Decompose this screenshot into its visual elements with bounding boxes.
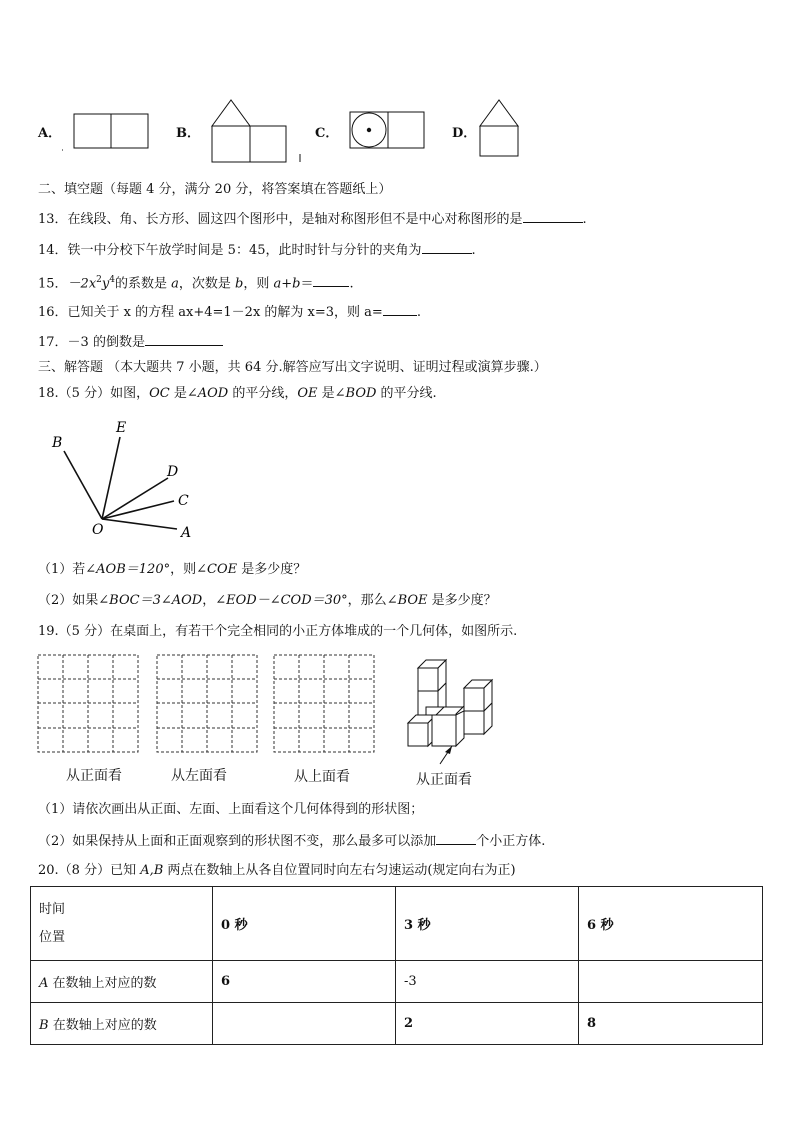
- q18-bod: ∠BOD: [334, 386, 377, 401]
- option-c-figure: [345, 108, 430, 154]
- q15-mid3: ，则: [243, 276, 274, 292]
- header-time-position: [31, 887, 213, 961]
- q18-p1-expr: ∠AOB＝120°: [85, 562, 171, 577]
- table-row: [31, 1003, 763, 1045]
- q16-blank[interactable]: [383, 302, 417, 316]
- question-19: 19.（5 分）在桌面上，有若干个完全相同的小正方体堆成的一个几何体，如图所示.: [38, 624, 518, 639]
- q17-blank[interactable]: [145, 332, 223, 346]
- q18-p1-a: （1）若: [38, 562, 86, 577]
- q19-p2-b: 个小正方体.: [476, 834, 546, 849]
- row-b-label: [31, 1003, 213, 1045]
- question-16: [38, 302, 421, 322]
- q15-end: .: [349, 276, 354, 292]
- grid-label-front: 从正面看: [66, 768, 122, 784]
- q15-expr-a: －2x: [67, 276, 97, 292]
- q15-sup1: 2: [96, 275, 102, 285]
- question-15: [38, 271, 354, 293]
- q19-grid-left[interactable]: [156, 654, 260, 754]
- q20-text-a: 20.（8 分）已知: [38, 863, 141, 878]
- q18-p2-boe: ∠BOE: [386, 593, 428, 608]
- q16-text: 16．已知关于 x 的方程 ax+4=1－2x 的解为 x=3，则 a=: [38, 305, 383, 320]
- q19-part-1: （1）请依次画出从正面、左面、上面看这个几何体得到的形状图；: [38, 802, 424, 817]
- q18-p2-b: ，: [202, 593, 216, 608]
- q20-text-b: 两点在数轴上从各自位置同时向左右匀速运动(规定向右为正): [163, 863, 516, 878]
- q19-part-2: [38, 831, 545, 851]
- option-b-figure: [205, 96, 305, 166]
- section-3-title: 三、解答题 （本大题共 7 小题，共 64 分.解答应写出文字说明、证明过程或演算步骤.）: [38, 360, 547, 375]
- q15-b: b: [235, 276, 244, 292]
- q18-is1: 是: [169, 386, 187, 401]
- q15-num: 15．: [38, 276, 68, 292]
- q15-expr-b: y: [101, 276, 110, 292]
- q18-p1-coe: ∠COE: [196, 562, 238, 577]
- q19-grid-top[interactable]: [273, 654, 377, 754]
- question-20: [38, 862, 516, 880]
- question-18: [38, 385, 437, 403]
- header-time: 时间: [39, 901, 66, 917]
- q15-mid2: ，次数是: [178, 276, 236, 292]
- row-a-cell-0[interactable]: 6: [213, 961, 396, 1003]
- q18-p2-expr1: ∠BOC＝3∠AOD: [98, 593, 203, 608]
- q18-mid: 的平分线，: [228, 386, 298, 401]
- option-a-figure: [60, 108, 160, 154]
- grid-label-left: 从左面看: [171, 768, 227, 784]
- label-b: B: [52, 435, 63, 451]
- row-b-cell-1[interactable]: 2: [396, 1003, 579, 1045]
- label-e: E: [116, 420, 127, 436]
- question-14: [38, 240, 476, 260]
- q14-text: 14．铁一中分校下午放学时间是 5：45，此时时针与分针的夹角为: [38, 243, 422, 258]
- header-col-2: 6 秒: [579, 887, 763, 961]
- q15-blank[interactable]: [313, 273, 349, 287]
- question-13: [38, 209, 587, 229]
- q15-mid: 的系数是: [114, 276, 172, 292]
- option-a-label: A．: [38, 126, 62, 141]
- q18-part-1: [38, 561, 306, 579]
- q15-sup2: 4: [109, 275, 115, 285]
- label-o: O: [92, 522, 104, 538]
- option-b-label: B．: [176, 126, 200, 141]
- option-d-figure: [474, 96, 524, 160]
- header-col-0: 0 秒: [213, 887, 396, 961]
- q14-blank[interactable]: [422, 240, 472, 254]
- label-c: C: [178, 493, 189, 509]
- q18-part-2: [38, 592, 497, 610]
- label-d: D: [167, 464, 179, 480]
- label-a: A: [181, 525, 192, 541]
- row-b-cell-0[interactable]: [213, 1003, 396, 1045]
- row-a-text: 在数轴上对应的数: [48, 976, 157, 991]
- q20-table: [30, 886, 763, 1045]
- row-a-cell-2[interactable]: [579, 961, 763, 1003]
- q18-p2-c: ，那么: [347, 593, 387, 608]
- q18-p2-d: 是多少度？: [427, 593, 497, 608]
- q13-text: 13．在线段、角、长方形、圆这四个图形中，是轴对称图形但不是中心对称图形的是: [38, 212, 523, 227]
- row-a-label: [31, 961, 213, 1003]
- q15-a: a: [171, 276, 179, 292]
- row-a-var: A: [39, 976, 49, 991]
- grid-label-top: 从上面看: [294, 769, 350, 785]
- row-a-cell-1[interactable]: -3: [396, 961, 579, 1003]
- q18-num: 18.（5 分）如图，: [38, 386, 150, 401]
- q18-oc: OC: [149, 386, 170, 401]
- q18-is2: 是: [317, 386, 335, 401]
- row-b-cell-2[interactable]: 8: [579, 1003, 763, 1045]
- q19-p2-a: （2）如果保持从上面和正面观察到的形状图不变，那么最多可以添加: [38, 834, 437, 849]
- q18-p2-a: （2）如果: [38, 593, 99, 608]
- q19-cube-solid: [404, 654, 496, 774]
- q19-grid-front[interactable]: [37, 654, 141, 754]
- table-row: [31, 961, 763, 1003]
- table-header-row: [31, 887, 763, 961]
- q18-p1-c: 是多少度？: [237, 562, 307, 577]
- section-2-title: 二、填空题（每题 4 分，满分 20 分，将答案填在答题纸上）: [38, 182, 392, 197]
- q18-p2-expr2: ∠EOD－∠COD＝30°: [215, 593, 348, 608]
- row-b-var: B: [39, 1018, 49, 1033]
- question-17: [38, 332, 223, 352]
- header-col-1: 3 秒: [396, 887, 579, 961]
- q15-eq: ＝: [300, 276, 314, 292]
- q17-text: 17．－3 的倒数是: [38, 335, 145, 350]
- q14-end: .: [471, 243, 476, 258]
- q13-blank[interactable]: [523, 209, 583, 223]
- q15-ab: a+b: [273, 276, 301, 292]
- q13-end: .: [582, 212, 587, 227]
- q16-end: .: [416, 305, 421, 320]
- header-position: 位置: [39, 929, 66, 945]
- q18-end: 的平分线.: [376, 386, 437, 401]
- q18-angle-figure: [40, 415, 210, 545]
- row-b-text: 在数轴上对应的数: [48, 1018, 157, 1033]
- option-c-label: C．: [315, 126, 339, 141]
- q20-ab: A,B: [140, 863, 164, 878]
- option-d-label: D．: [452, 126, 477, 141]
- solid-label-front: 从正面看: [416, 772, 472, 788]
- q19-blank[interactable]: [436, 831, 476, 845]
- q18-aod: ∠AOD: [186, 386, 229, 401]
- q18-oe: OE: [297, 386, 318, 401]
- q18-p1-b: ，则: [170, 562, 197, 577]
